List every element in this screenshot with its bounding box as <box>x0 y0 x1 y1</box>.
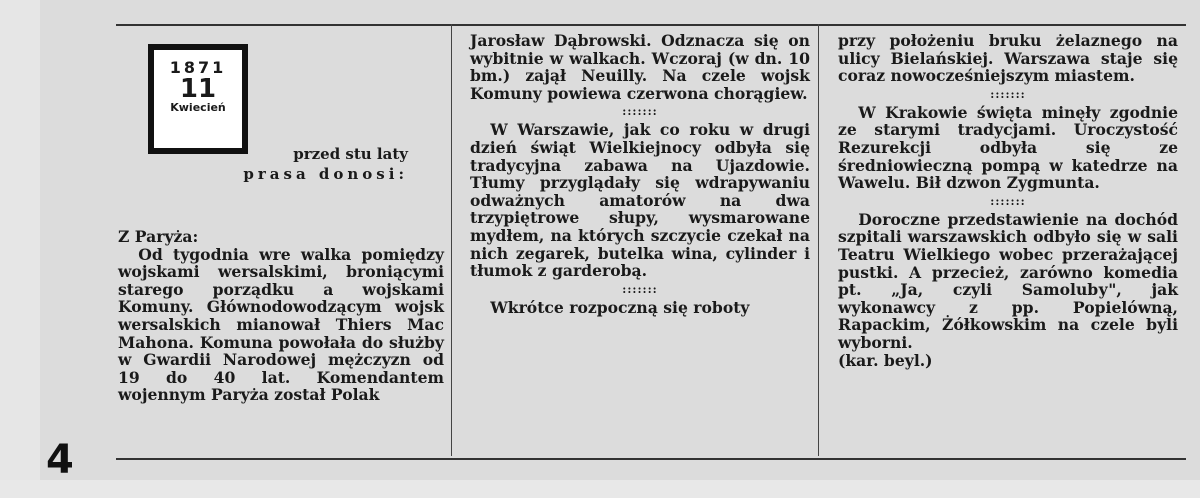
separator: ::::::: <box>622 282 658 296</box>
column-1 <box>118 228 444 404</box>
column-rule-2 <box>818 24 819 456</box>
paris-paragraph: Od tygodnia wre walka pomiędzy wojskami wersalskimi, broniącymi starego porządku a wojskami Komuny. Głównodowodzącym wojsk wersalskich mianował Thiers Mac Mahona. Komuna powołała do służby w Gwardii Narodowej mężczyzn od 19 do 40 lat. Komendantem wojennym Paryża został Polak <box>118 244 444 405</box>
column-3 <box>838 32 1178 369</box>
date-month: Kwiecień <box>170 101 226 114</box>
page-number: 4 <box>46 437 74 483</box>
column-2 <box>470 32 810 316</box>
subheading-paris: Z Paryża: <box>118 227 199 246</box>
separator: ::::::: <box>990 194 1026 208</box>
bottom-margin <box>0 480 1200 498</box>
left-margin <box>0 0 40 498</box>
column-rule-1 <box>451 24 452 456</box>
column-heading <box>238 144 408 184</box>
krakow-paragraph: W Krakowie święta minęły zgodnie ze starymi tradycjami. Uroczystość Rezurekcji odbyła się ze średniowieczną pompą w katedrze na Wawelu. Bił dzwon Zygmunta. <box>838 102 1178 193</box>
paving-paragraph: przy położeniu bruku żelaznego na ulicy Bielańskiej. Warszawa staje się coraz nowocześniejszym miastem. <box>838 31 1178 86</box>
separator: ::::::: <box>990 87 1026 101</box>
date-box <box>148 44 248 154</box>
theatre-paragraph: Doroczne przedstawienie na dochód szpitali warszawskich odbyło się w sali Teatru Wielkiego wobec przerażającej pustki. A przecież, zarówno komedia pt. „Ja, czyli Samolubу", jak wykonawcy z pp. Popielówną, Rapackim, Żółkowskim na czele byli wyborni. <box>838 209 1178 352</box>
dabrowski-paragraph: Jarosław Dąbrowski. Odznacza się on wybitnie w walkach. Wczoraj (w dn. 10 bm.) zajął Neuilly. Na czele wojsk Komuny powiewa czerwona chorągiew. <box>470 31 810 103</box>
warsaw-festivities-paragraph: W Warszawie, jak co roku w drugi dzień świąt Wielkiejnocy odbyła się tradycyjna zabawa na Ujazdowie. Tłumy przyglądały się wdrapywaniu odważnych amatorów na dwa trzypiętrowe słupy, wysmarowane mydłem, na których szczycie czekał na nich zegarek, butelka wina, cylinder i tłumok z garderobą. <box>470 120 810 281</box>
date-year: 1871 <box>169 58 227 77</box>
heading-line-1: przed stu laty <box>293 145 408 163</box>
author-signature: (kar. beyl.) <box>838 350 933 370</box>
heading-line-2: prasa donosi: <box>243 165 408 183</box>
date-day: 11 <box>179 74 217 104</box>
roadworks-paragraph: Wkrótce rozpoczną się roboty <box>490 297 750 317</box>
separator: ::::::: <box>622 105 658 119</box>
